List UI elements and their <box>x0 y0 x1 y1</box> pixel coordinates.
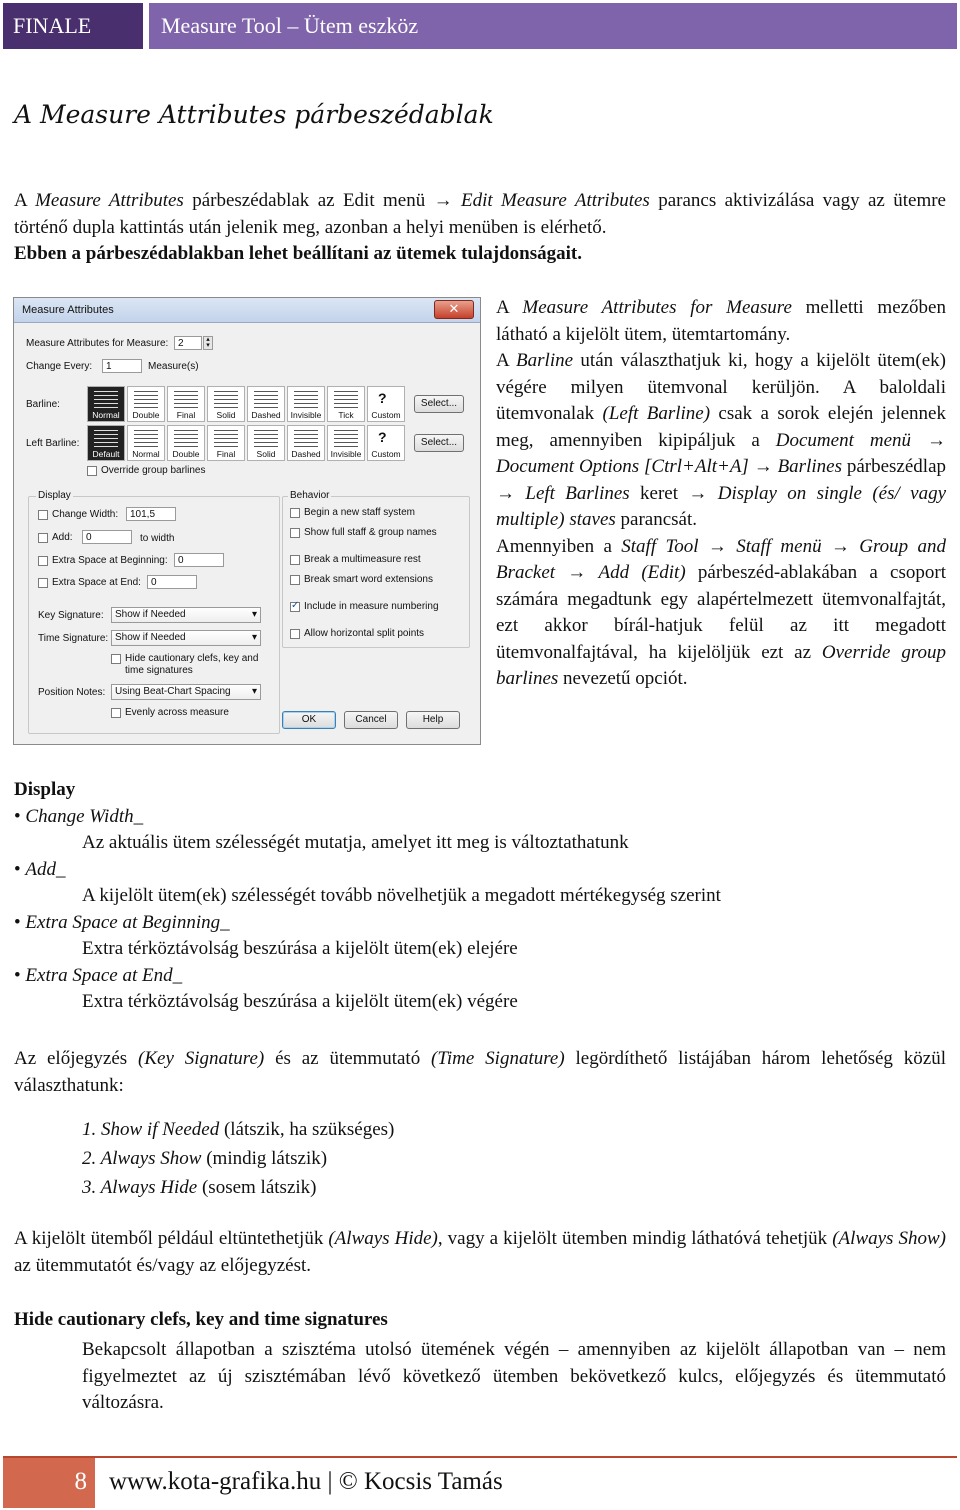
barline-label: Barline: <box>26 399 60 410</box>
break-smart-label: Break smart word extensions <box>304 574 433 585</box>
change-width-input[interactable]: 101,5 <box>126 507 176 521</box>
allow-split-label: Allow horizontal split points <box>304 628 425 639</box>
left-barline-normal[interactable]: Normal <box>127 425 165 461</box>
barline-normal[interactable]: Normal <box>87 386 125 422</box>
extra-end-input[interactable]: 0 <box>147 575 197 589</box>
arrow-icon: → <box>707 535 727 557</box>
hide-cautionary-label: Hide cautionary clefs, key and <box>125 653 259 664</box>
dialog-titlebar <box>14 298 480 323</box>
barline-custom[interactable]: ? Custom <box>367 386 405 422</box>
header-tag: FINALE <box>3 3 143 49</box>
side-text <box>496 295 946 693</box>
measure-spinner[interactable]: ▴ ▾ <box>203 336 213 350</box>
display-group-title: Display <box>38 490 71 501</box>
left-barline-solid[interactable]: Solid <box>247 425 285 461</box>
extra-end-checkbox[interactable] <box>38 578 48 588</box>
hide-cautionary-label-2: time signatures <box>125 665 193 676</box>
intro-bold: Ebben a párbeszédablakban lehet beállítani az ütemek tulajdonságait. <box>14 243 582 264</box>
option-item: 2. Always Show (mindig látszik) <box>82 1148 328 1169</box>
change-width-checkbox[interactable] <box>38 510 48 520</box>
hide-cautionary-checkbox[interactable] <box>111 654 121 664</box>
side-paragraph-3: Amennyiben a Staff Tool → Staff menü → Group and Bracket → Add (Edit) párbeszéd-ablakában a csoport számára megadtunk egy alapértelmezett ütemvonalfajtát, ezt akkor bírál-hatjuk felül az itt megadott ütemvonalfajtával, ha kijelöljük ezt az Override group barlines nevezetű opciót. <box>496 535 947 689</box>
add-checkbox[interactable] <box>38 533 48 543</box>
side-paragraph-1: A Measure Attributes for Measure melletti mezőben látható a kijelölt ütem, ütemtartomány. <box>496 297 946 345</box>
hide-paragraph: A kijelölt ütemből például eltüntethetjük (Always Hide), vagy a kijelölt ütemben mindig láthatóvá tehetjük (Always Show) az ütemmutatót és/vagy az előjegyzést. <box>14 1228 946 1276</box>
begin-staff-label: Begin a new staff system <box>304 507 415 518</box>
barline-select-button[interactable]: Select... <box>414 395 464 413</box>
to-width-label: to width <box>140 533 175 544</box>
behavior-group-title: Behavior <box>290 490 330 501</box>
left-barline-double[interactable]: Double <box>167 425 205 461</box>
override-label: Override group barlines <box>101 465 206 476</box>
barline-dashed[interactable]: Dashed <box>247 386 285 422</box>
extra-begin-input[interactable]: 0 <box>174 553 224 567</box>
section-heading: A Measure Attributes párbeszédablak <box>14 100 494 129</box>
time-sig-label: Time Signature: <box>38 633 109 644</box>
break-rest-label: Break a multimeasure rest <box>304 554 421 565</box>
key-sig-label: Key Signature: <box>38 610 104 621</box>
page-number: 8 <box>3 1458 95 1508</box>
change-every-label: Change Every: <box>26 361 93 372</box>
evenly-label: Evenly across measure <box>125 707 229 718</box>
display-section: Display • Change Width_ Az aktuális ütem szélességét mutatja, amelyet itt meg is változtathatunk • Add_ A kijelölt ütem(ek) szélességét tovább növelhetjük a megadott mértékegység szerint • Extra Space at Beginning_ Extra térköztávolság beszúrása a kijelölt ütem(ek) elejére • Extra Space at End_ Extra térköztávolság beszúrása a kijelölt ütem(ek) végére <box>14 777 946 1016</box>
arrow-icon: → <box>433 190 453 211</box>
cautionary-title: Hide cautionary clefs, key and time signatures <box>14 1309 388 1330</box>
show-full-label: Show full staff & group names <box>304 527 437 538</box>
behavior-group <box>282 496 470 648</box>
left-barline-dashed[interactable]: Dashed <box>287 425 325 461</box>
arrow-icon: → <box>753 456 773 477</box>
extra-begin-checkbox[interactable] <box>38 556 48 566</box>
left-barline-options <box>87 425 407 461</box>
left-barline-final[interactable]: Final <box>207 425 245 461</box>
position-notes-label: Position Notes: <box>38 687 106 698</box>
barline-invisible[interactable]: Invisible <box>287 386 325 422</box>
change-width-label: Change Width: <box>52 509 119 520</box>
left-barline-label: Left Barline: <box>26 438 80 449</box>
barline-solid[interactable]: Solid <box>207 386 245 422</box>
signature-paragraph: Az előjegyzés (Key Signature) és az ütemmutató (Time Signature) legördíthető listájában három lehetőség közül választhatunk: <box>14 1048 946 1096</box>
begin-staff-checkbox[interactable] <box>290 508 300 518</box>
display-item: • Extra Space at Beginning_ <box>14 911 230 933</box>
barline-final[interactable]: Final <box>167 386 205 422</box>
left-barline-select-button[interactable]: Select... <box>414 434 464 452</box>
left-barline-invisible[interactable]: Invisible <box>327 425 365 461</box>
close-icon[interactable]: ✕ <box>434 300 474 319</box>
header-title: Measure Tool – Ütem eszköz <box>143 3 957 49</box>
display-title: Display <box>14 779 76 800</box>
barline-tick[interactable]: Tick <box>327 386 365 422</box>
cautionary-body: Bekapcsolt állapotban a szisztéma utolsó ütemének végén – amennyiben az kijelölt állapotban van – nem figyelmeztet az új szisztémában lévő következő ütemben bekövetkező kulcs, előjegyzés és ütemmutató változásra. <box>82 1339 946 1413</box>
add-label: Add: <box>52 532 73 543</box>
change-every-unit: Measure(s) <box>148 361 199 372</box>
add-input[interactable]: 0 <box>82 530 132 544</box>
extra-end-label: Extra Space at End: <box>52 577 141 588</box>
option-item: 3. Always Hide (sosem látszik) <box>82 1177 317 1198</box>
page-footer <box>3 1456 957 1508</box>
barline-double[interactable]: Double <box>127 386 165 422</box>
extra-begin-label: Extra Space at Beginning: <box>52 555 168 566</box>
footer-source: www.kota-grafika.hu | © Kocsis Tamás <box>109 1468 503 1495</box>
key-sig-select[interactable]: Show if Needed ▾ <box>111 607 261 623</box>
display-item: • Extra Space at End_ <box>14 964 183 986</box>
change-every-input[interactable]: 1 <box>102 359 142 373</box>
evenly-checkbox[interactable] <box>111 708 121 718</box>
arrow-icon: → <box>927 429 946 451</box>
display-item: • Change Width_ <box>14 805 144 827</box>
side-paragraph-2: A Barline után választhatjuk ki, hogy a kijelölt ütem(ek) végére milyen ütemvonal kerüljön. A baloldali ütemvonalak (Left Barline) csak a sorok elején jelennek meg, amennyiben kipipáljuk a Document menü → Document Options [Ctrl+Alt+A] → Barlines párbeszédlap → Left Barlines keret → Display on single (és/ vagy multiple) staves parancsát. <box>496 350 947 530</box>
arrow-icon: → <box>567 562 587 583</box>
time-sig-select[interactable]: Show if Needed ▾ <box>111 630 261 646</box>
cancel-button[interactable]: Cancel <box>344 711 398 729</box>
arrow-icon: → <box>830 535 850 557</box>
left-barline-default[interactable]: Default <box>87 425 125 461</box>
barline-options <box>87 386 407 422</box>
measure-label: Measure Attributes for Measure: <box>26 338 169 349</box>
break-smart-checkbox[interactable] <box>290 575 300 585</box>
break-rest-checkbox[interactable] <box>290 555 300 565</box>
include-numbering-checkbox[interactable] <box>290 602 300 612</box>
arrow-icon: → <box>688 482 708 504</box>
help-button[interactable]: Help <box>406 711 460 729</box>
page-header <box>3 3 957 49</box>
include-numbering-label: Include in measure numbering <box>304 601 439 612</box>
signature-options <box>82 1115 682 1202</box>
measure-attributes-dialog <box>13 297 481 745</box>
intro-paragraph: A Measure Attributes párbeszédablak az Edit menü → Edit Measure Attributes parancs aktivizálása vagy az ütemre történő dupla kattintás után jelenik meg, azonban a helyi menüben is elérhető. Ebben a párbeszédablakban lehet beállítani az ütemek tulajdonságait. <box>14 188 946 268</box>
option-item: 1. Show if Needed (látszik, ha szükséges) <box>82 1119 395 1140</box>
arrow-icon: → <box>496 482 515 504</box>
show-full-checkbox[interactable] <box>290 528 300 538</box>
override-checkbox[interactable] <box>87 466 97 476</box>
allow-split-checkbox[interactable] <box>290 629 300 639</box>
ok-button[interactable]: OK <box>282 711 336 729</box>
position-notes-select[interactable]: Using Beat-Chart Spacing ▾ <box>111 684 261 700</box>
left-barline-custom[interactable]: ? Custom <box>367 425 405 461</box>
dialog-title: Measure Attributes <box>22 304 114 316</box>
measure-input[interactable]: 2 <box>174 336 202 350</box>
display-item: • Add_ <box>14 858 66 880</box>
